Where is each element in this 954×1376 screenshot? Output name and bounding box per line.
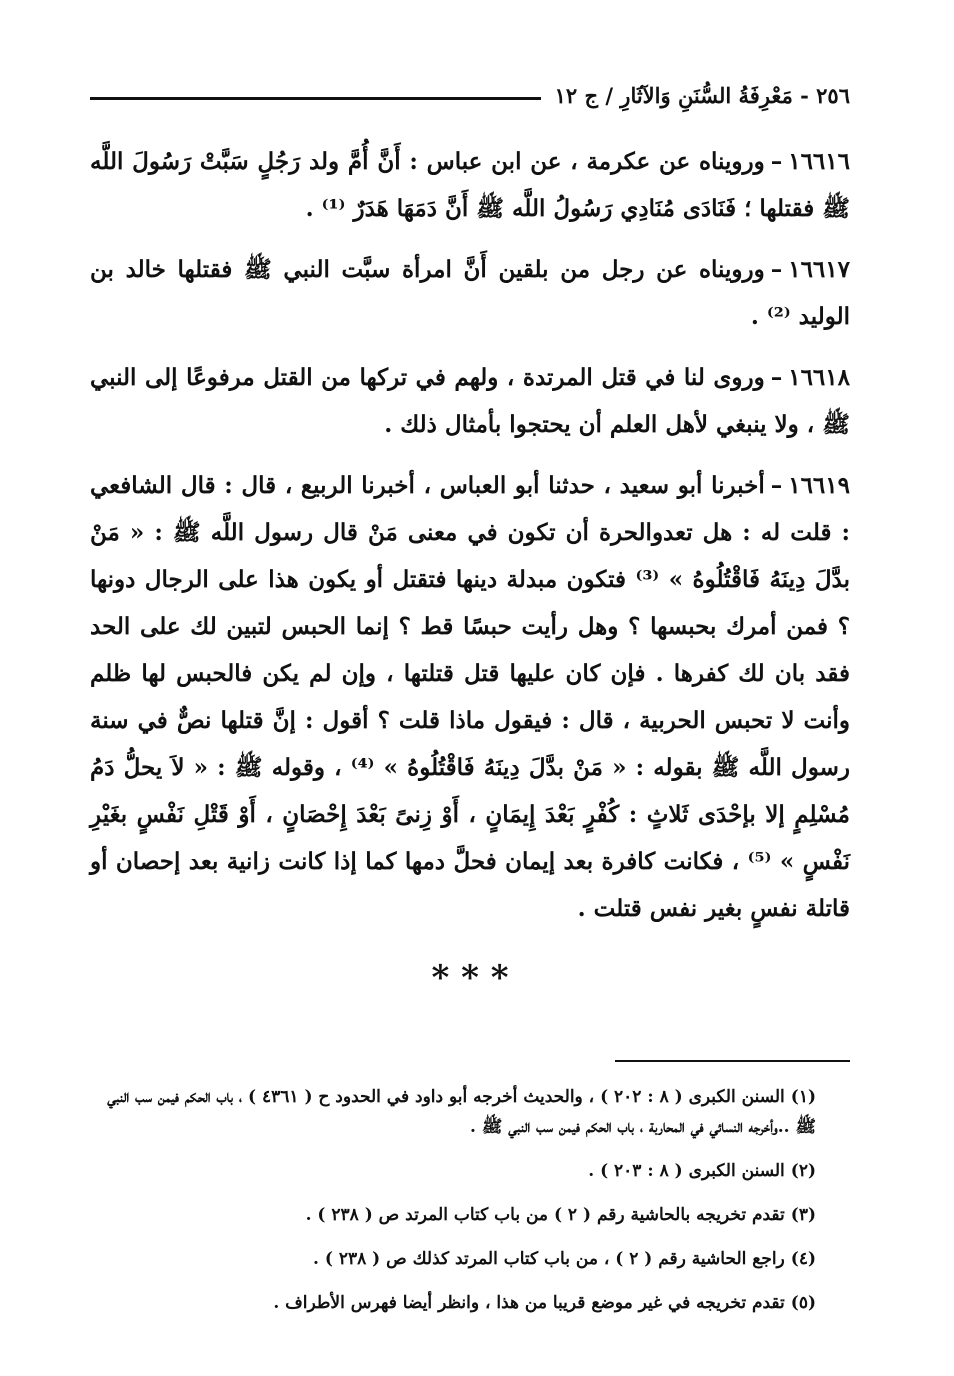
running-header: ٢٥٦ - مَعْرِفَةُ السُّنَنِ وَالآثَارِ / ج ١٢ <box>554 82 850 108</box>
paragraph-text: وروى لنا في قتل المرتدة ، ولهم في تركها من القتل مرفوعًا إلى النبي ﷺ ، ولا ينبغي لأهل العلم أن يحتجوا بأمثال ذلك . <box>90 364 850 438</box>
page-header <box>90 72 850 118</box>
footnote-mark: (٥) <box>790 1293 816 1313</box>
dash-separator: – <box>770 148 783 175</box>
dash-separator: – <box>770 472 783 499</box>
paragraph-number: ١٦٦١٧ <box>788 256 850 283</box>
footnote-text: تقدم تخريجه بالحاشية رقم ( ٢ ) من باب كتاب المرتد ص ( ٢٣٨ ) . <box>305 1205 785 1225</box>
paragraph <box>90 462 850 932</box>
paragraph-text: أخبرنا أبو سعيد ، حدثنا أبو العباس ، أخبرنا الربيع ، قال : قال الشافعي : قلت له : هل تعدوالحرة أن تكون في معنى مَنْ قال رسول اللَّه ﷺ : « مَنْ بدَّلَ دِينَهُ فَاقْتُلُوهُ » ⁽³⁾ فتكون مبدلة دينها فتقتل أو يكون هذا على الرجال دونها ؟ فمن أمرك بحبسها ؟ وهل رأيت حبسًا قط ؟ إنما الحبس لتبين لك على الحد فقد بان لك كفرها . فإن كان عليها قتل قتلتها ، وإن لم يكن فالحبس لها ظلم وأنت لا تحبس الحربية ، قال : فيقول ماذا قلت ؟ أقول : إنَّ قتلها نصٌّ في سنة رسول اللَّه ﷺ بقوله : « مَنْ بدَّلَ دِينَهُ فَاقْتُلُوهُ » ⁽⁴⁾ ، وقوله ﷺ : « لاَ يحلُّ دَمُ مُسْلِمٍ إلا بإحْدَى ثَلاثٍ : كُفْرٍ بَعْدَ إِيمَانٍ ، أَوْ زِنىً بَعْدَ إِحْصَانٍ ، أَوْ قَتْلِ نَفْسٍ بغَيْرِ نَفْسٍ » ⁽⁵⁾ ، فكانت كافرة بعد إيمان فحلَّ دمها كما إذا كانت زانية بعد إحصان أو قاتلة نفسٍ بغير نفس قتلت . <box>90 472 851 922</box>
paragraph-text: ورويناه عن عكرمة ، عن ابن عباس : أَنَّ أُمَّ ولد رَجُلٍ سَبَّتْ رَسُولَ اللَّه ﷺ فقتلها ؛ فَنَادَى مُنَادِي رَسُولُ اللَّه ﷺ أَنَّ دَمَهَا هَدَرٌ ⁽¹⁾ . <box>90 148 850 222</box>
book-page <box>90 72 850 1362</box>
section-separator: * * * <box>431 958 509 998</box>
footnote <box>90 1156 850 1186</box>
main-text <box>90 138 850 932</box>
footnote <box>90 1082 850 1142</box>
footnote-text: السنن الكبرى ( ٨ : ٢٠٣ ) . <box>588 1161 785 1181</box>
footnote-rule <box>615 1060 850 1062</box>
paragraph-number: ١٦٦١٦ <box>788 148 850 175</box>
footnote <box>90 1200 850 1230</box>
footnote-text: السنن الكبرى ( ٨ : ٢٠٢ ) ، والحديث أخرجه أبو داود في الحدود ح ( ٤٣٦١ ) ، باب الحكم فيمن سب النبي ﷺ ..وأخرجه النسائي في المحاربة ، باب الحكم فيمن سب النبي ﷺ . <box>107 1087 816 1137</box>
paragraph <box>90 354 850 448</box>
paragraph <box>90 246 850 340</box>
dash-separator: – <box>770 256 783 283</box>
footnote-mark: (٢) <box>790 1161 816 1181</box>
footnotes <box>90 1082 850 1318</box>
footnote <box>90 1244 850 1274</box>
paragraph-number: ١٦٦١٩ <box>788 472 850 499</box>
footnote-text: راجع الحاشية رقم ( ٢ ) ، من باب كتاب المرتد كذلك ص ( ٢٣٨ ) . <box>313 1249 785 1269</box>
footnote-text: تقدم تخريجه في غير موضع قريبا من هذا ، وانظر أيضا فهرس الأطراف . <box>273 1293 785 1313</box>
footnote-mark: (١) <box>790 1087 816 1107</box>
paragraph-text: ورويناه عن رجل من بلقين أَنَّ امرأة سبَّت النبي ﷺ فقتلها خالد بن الوليد ⁽²⁾ . <box>90 256 850 330</box>
paragraph <box>90 138 850 232</box>
header-rule <box>90 97 541 100</box>
paragraph-number: ١٦٦١٨ <box>788 364 850 391</box>
footnote <box>90 1288 850 1318</box>
dash-separator: – <box>770 364 783 391</box>
footnote-mark: (٣) <box>790 1205 816 1225</box>
footnote-mark: (٤) <box>790 1249 816 1269</box>
